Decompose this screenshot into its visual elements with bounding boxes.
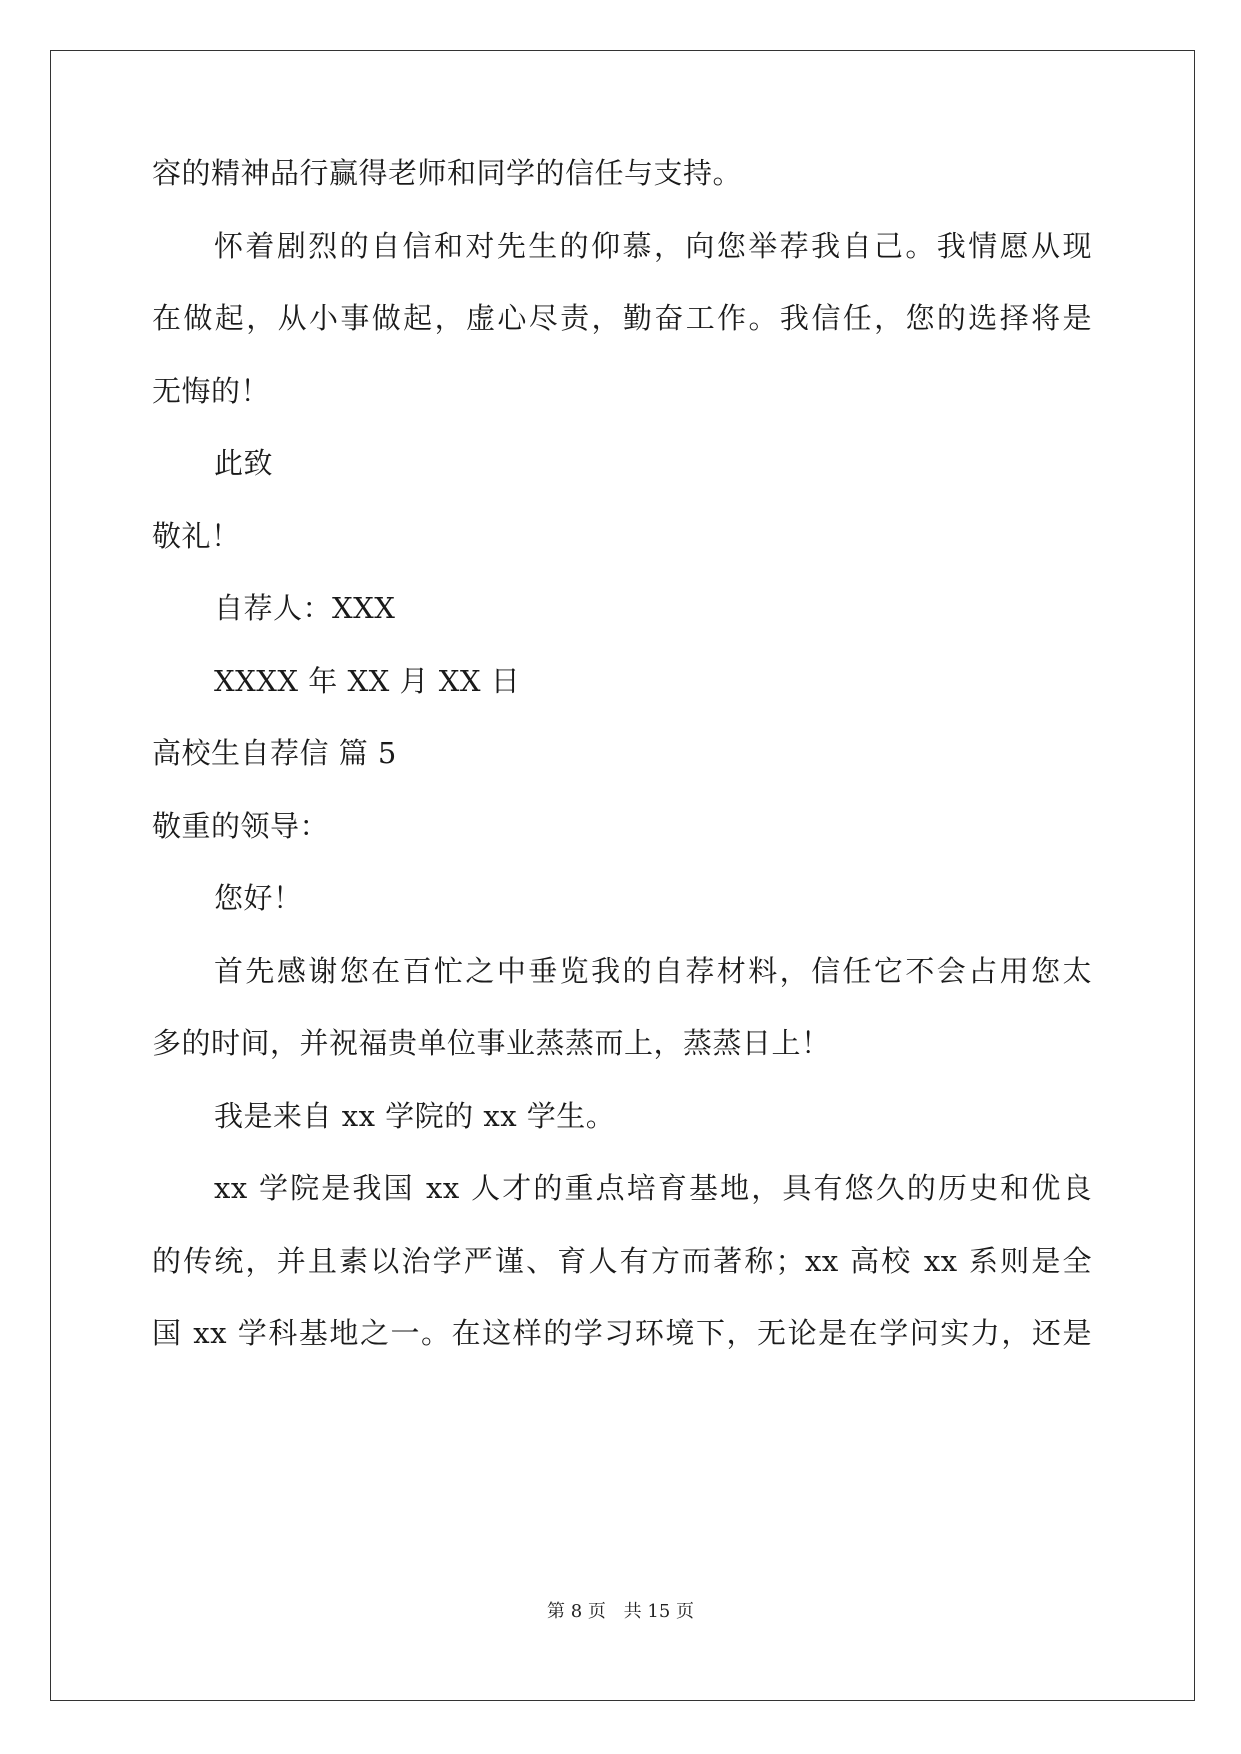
body-line: 的传统，并且素以治学严谨、育人有方而著称；xx 高校 xx 系则是全 (152, 1244, 1092, 1278)
body-line: 怀着剧烈的自信和对先生的仰慕，向您举荐我自己。我情愿从现 (214, 229, 1092, 263)
page-number: 第 8 页 (547, 1601, 606, 1622)
body-line: 首先感谢您在百忙之中垂览我的自荐材料，信任它不会占用您太 (214, 954, 1092, 988)
body-line: xx 学院是我国 xx 人才的重点培育基地，具有悠久的历史和优良 (214, 1171, 1092, 1205)
signature-date: XXXX 年 XX 月 XX 日 (214, 664, 521, 698)
body-line: 无悔的！ (152, 374, 271, 408)
body-line: 容的精神品行赢得老师和同学的信任与支持。 (152, 156, 743, 190)
body-line: 在做起，从小事做起，虚心尽责，勤奋工作。我信任，您的选择将是 (152, 301, 1092, 335)
greeting-hello: 您好！ (214, 881, 303, 915)
body-line: 国 xx 学科基地之一。在这样的学习环境下，无论是在学问实力，还是 (152, 1316, 1092, 1350)
body-line: 多的时间，并祝福贵单位事业蒸蒸而上，蒸蒸日上！ (152, 1026, 831, 1060)
page-footer (0, 1600, 1241, 1624)
signature-name: 自荐人：XXX (214, 591, 396, 625)
page-total: 共 15 页 (623, 1601, 694, 1622)
closing-salutation: 此致 (214, 446, 274, 480)
body-line: 我是来自 xx 学院的 xx 学生。 (214, 1099, 616, 1133)
greeting: 敬重的领导： (152, 809, 330, 843)
closing-regards: 敬礼！ (152, 519, 241, 553)
section-heading: 高校生自荐信 篇 5 (152, 736, 397, 770)
